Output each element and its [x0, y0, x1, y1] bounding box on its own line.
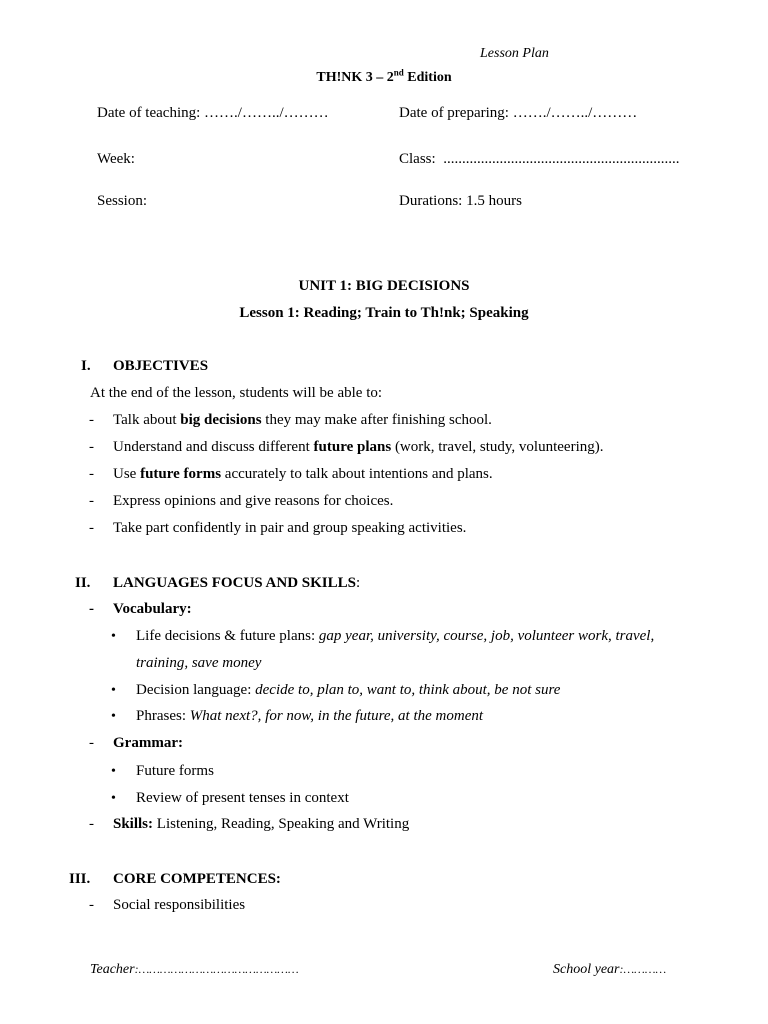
bullet-marker: • — [111, 791, 116, 806]
class-field — [399, 151, 679, 168]
section-title-languages: LANGUAGES FOCUS AND SKILLS: — [113, 575, 361, 591]
class-dots: ............................................................... — [443, 151, 680, 167]
date-of-teaching: Date of teaching: ……./……../……… — [97, 105, 329, 121]
dash-marker: - — [89, 601, 94, 617]
section-title-objectives: OBJECTIVES — [113, 358, 209, 374]
objective-item: Express opinions and give reasons for choices. — [113, 493, 394, 509]
book-title-prefix: TH!NK 3 – 2 — [316, 70, 394, 85]
section-numeral-objectives: I. — [81, 358, 91, 374]
dash-marker: - — [89, 735, 94, 751]
vocab-item: Life decisions & future plans: gap year, university, course, job, volunteer work, travel, — [136, 628, 655, 644]
dash-marker: - — [89, 466, 94, 482]
objective-item: Talk about big decisions they may make after finishing school. — [113, 412, 492, 428]
objective-item: Use future forms accurately to talk about intentions and plans. — [113, 466, 493, 482]
footer-teacher: Teacher:……………………………………… — [90, 962, 299, 977]
section-numeral-competences: III. — [69, 871, 91, 887]
week-field: Week: — [97, 151, 135, 167]
vocab-item-continued: training, save money — [136, 655, 262, 671]
vocabulary-label: Vocabulary: — [113, 601, 192, 617]
dash-marker: - — [89, 816, 94, 832]
date-of-preparing: Date of preparing: ……./……../……… — [399, 105, 638, 121]
bullet-marker: • — [111, 709, 116, 724]
bullet-marker: • — [111, 629, 116, 644]
vocab-item: Phrases: What next?, for now, in the future, at the moment — [136, 708, 484, 724]
dash-marker: - — [89, 412, 94, 428]
book-title — [0, 67, 768, 86]
class-label: Class: — [399, 151, 436, 167]
footer-school-year: School year:………… — [553, 962, 667, 977]
objective-item: Understand and discuss different future plans (work, travel, study, volunteering). — [113, 439, 604, 455]
dash-marker: - — [89, 897, 94, 913]
book-title-sup: nd — [393, 67, 404, 78]
section-numeral-languages: II. — [75, 575, 91, 591]
book-title-suffix: Edition — [403, 70, 452, 85]
bullet-marker: • — [111, 764, 116, 779]
section-title-competences: CORE COMPETENCES: — [113, 871, 281, 887]
document-type-label: Lesson Plan — [480, 46, 549, 61]
duration-field: Durations: 1.5 hours — [399, 193, 522, 209]
grammar-item: Review of present tenses in context — [136, 790, 349, 806]
grammar-item: Future forms — [136, 763, 214, 779]
objective-item: Take part confidently in pair and group speaking activities. — [113, 520, 467, 536]
dash-marker: - — [89, 439, 94, 455]
vocab-item: Decision language: decide to, plan to, want to, think about, be not sure — [136, 682, 561, 698]
bullet-marker: • — [111, 683, 116, 698]
grammar-label: Grammar: — [113, 735, 183, 751]
skills-line: Skills: Listening, Reading, Speaking and Writing — [113, 816, 410, 832]
dash-marker: - — [89, 520, 94, 536]
dash-marker: - — [89, 493, 94, 509]
lesson-title: Lesson 1: Reading; Train to Th!nk; Speaking — [239, 305, 529, 321]
objectives-intro: At the end of the lesson, students will be able to: — [90, 385, 383, 401]
competence-item: Social responsibilities — [113, 897, 246, 913]
session-field: Session: — [97, 193, 148, 209]
unit-title: UNIT 1: BIG DECISIONS — [298, 278, 470, 294]
